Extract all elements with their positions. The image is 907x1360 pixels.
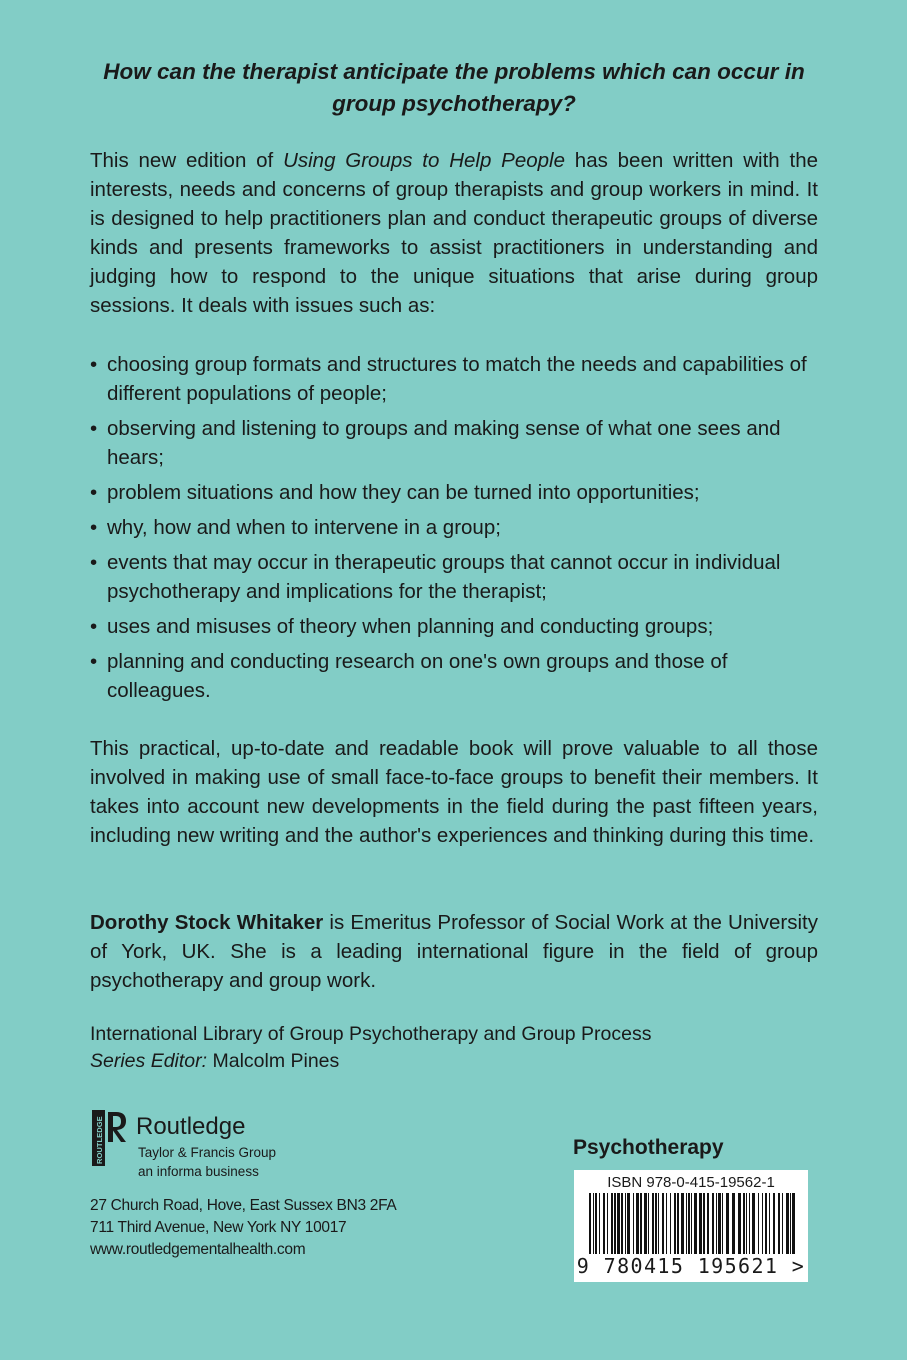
barcode-bars-icon xyxy=(575,1193,807,1255)
publisher-subtitle xyxy=(138,1143,276,1181)
bullet-icon: • xyxy=(90,417,98,440)
barcode xyxy=(574,1170,808,1282)
publisher-block xyxy=(90,1110,410,1190)
author-bio xyxy=(90,908,818,995)
list-item: • problem situations and how they can be turned into opportunities; xyxy=(90,478,818,507)
intro-pre: This new edition of xyxy=(90,149,284,172)
intro-paragraph xyxy=(90,146,818,320)
bullet-icon: • xyxy=(90,481,98,504)
website-link: www.routledgementalhealth.com xyxy=(90,1241,306,1258)
series-editor-label: Series Editor: xyxy=(90,1050,208,1072)
address-line: 711 Third Avenue, New York NY 10017 xyxy=(90,1219,347,1236)
list-item: • uses and misuses of theory when planning and conducting groups; xyxy=(90,612,818,641)
list-item: • planning and conducting research on one's own groups and those of colleagues. xyxy=(90,647,818,705)
series-editor xyxy=(90,1048,651,1075)
bullet-icon: • xyxy=(90,650,98,673)
list-item: • events that may occur in therapeutic groups that cannot occur in individual psychotherapy and implications for the therapist; xyxy=(90,548,818,606)
svg-text:ROUTLEDGE: ROUTLEDGE xyxy=(95,1116,105,1164)
publisher-name: Routledge xyxy=(136,1113,246,1140)
isbn-label: ISBN 978-0-415-19562-1 xyxy=(607,1174,775,1191)
list-item: • why, how and when to intervene in a group; xyxy=(90,513,818,542)
headline: How can the therapist anticipate the problems which can occur in group psychotherapy? xyxy=(103,59,805,116)
book-title: Using Groups to Help People xyxy=(283,149,565,172)
summary-paragraph: This practical, up-to-date and readable book will prove valuable to all those involved in making use of small face-to-face groups to benefit their members. It takes into account new developments in the field during the past fifteen years, including new writing and the author's experiences and thinking during this time. xyxy=(90,737,818,847)
intro-post: has been written with the interests, needs and concerns of group therapists and group workers in mind. It is designed to help practitioners plan and conduct therapeutic groups of diverse kinds and presents frameworks to assist practitioners in understanding and judging how to respond to the unique situations that arise during group sessions. It deals with issues such as: xyxy=(90,149,819,317)
author-name: Dorothy Stock Whitaker xyxy=(90,911,324,934)
publisher-address xyxy=(90,1195,396,1261)
bullet-icon: • xyxy=(90,615,98,638)
bullet-icon: • xyxy=(90,551,98,574)
category-label: Psychotherapy xyxy=(573,1136,724,1159)
address-line: 27 Church Road, Hove, East Sussex BN3 2FA xyxy=(90,1197,397,1214)
list-item: • choosing group formats and structures to match the needs and capabilities of different populations of people; xyxy=(90,350,818,408)
routledge-logo-icon xyxy=(90,1110,130,1166)
list-item: • observing and listening to groups and making sense of what one sees and hears; xyxy=(90,414,818,472)
series-info xyxy=(90,1021,651,1075)
series-name: International Library of Group Psychotherapy and Group Process xyxy=(90,1023,652,1045)
bullet-icon: • xyxy=(90,516,98,539)
series-editor-name: Malcolm Pines xyxy=(207,1050,340,1072)
publisher-group: Taylor & Francis Group xyxy=(138,1145,277,1160)
barcode-digits: 9 780415 195621 > xyxy=(576,1254,806,1278)
issues-list xyxy=(90,350,818,711)
publisher-tagline: an informa business xyxy=(138,1164,259,1179)
bullet-icon: • xyxy=(90,353,98,376)
author-bio-text: is Emeritus Professor of Social Work at the University of York, UK. She is a leading international figure in the field of group psychotherapy and group work. xyxy=(90,911,818,992)
